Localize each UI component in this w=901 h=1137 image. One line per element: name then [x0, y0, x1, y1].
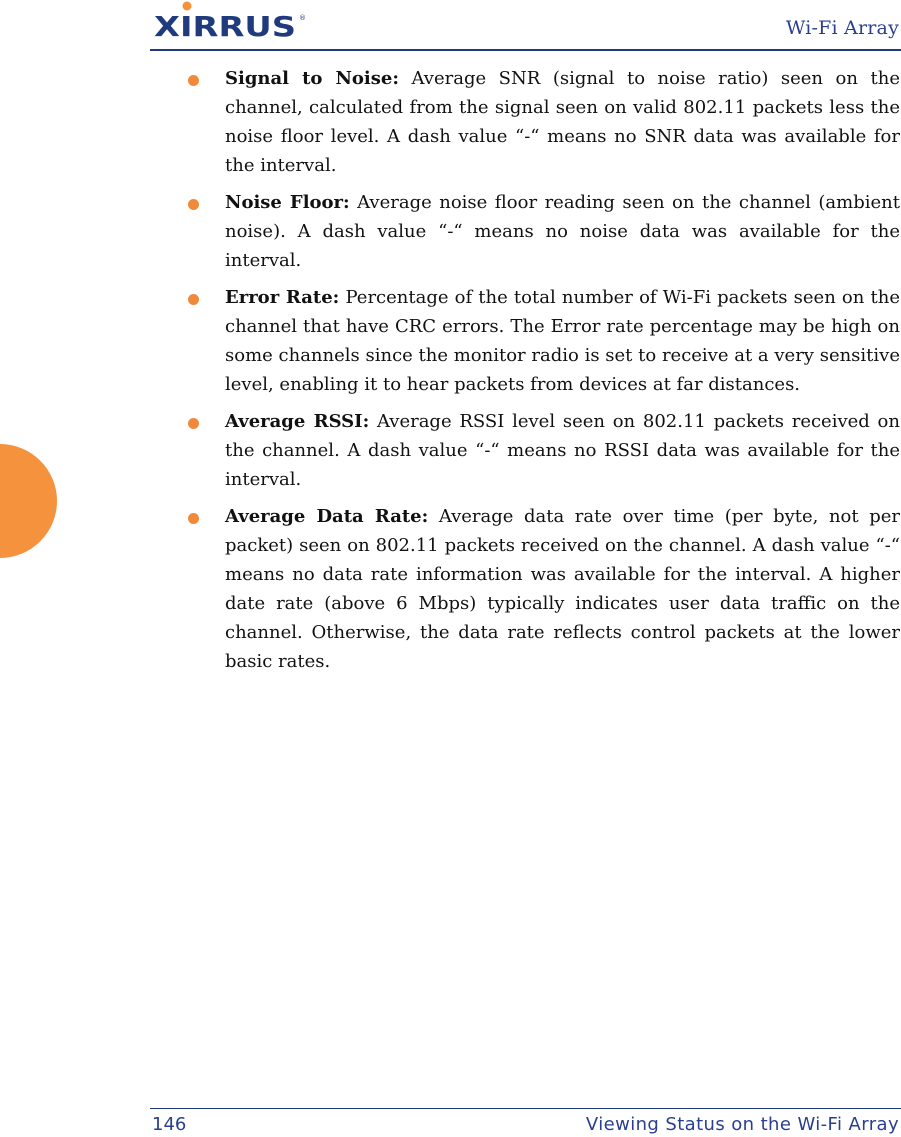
list-item-term: Error Rate: — [225, 287, 340, 308]
list-item-average-rssi — [188, 407, 900, 494]
list-item-description: Average data rate over time (per byte, not per packet) seen on 802.11 packets received on the channel. A dash value “-“ means no data rate information was available for the interval. A higher date rate (above 6 Mbps) typically indicates user data traffic on the channel. Otherwise, the data rate reflects control packets at the lower basic rates. — [225, 506, 900, 672]
list-item-average-data-rate — [188, 502, 900, 676]
list-item-description: Average noise floor reading seen on the channel (ambient noise). A dash value “-“ means no noise data was available for the interval. — [225, 192, 900, 271]
list-item-term: Noise Floor: — [225, 192, 350, 213]
list-item-text — [225, 502, 900, 676]
svg-text:XIRRUS: XIRRUS — [154, 10, 296, 42]
footer-section-title: Viewing Status on the Wi-Fi Array — [585, 1114, 899, 1135]
list-item-term: Average Data Rate: — [225, 506, 429, 527]
header-divider — [150, 49, 901, 51]
header-title: Wi-Fi Array — [785, 17, 899, 39]
list-item-description: Average RSSI level seen on 802.11 packets received on the channel. A dash value “-“ means no RSSI data was available for the interval. — [225, 411, 900, 490]
bullet-icon — [188, 513, 199, 524]
list-item-text — [225, 64, 900, 180]
bullet-icon — [188, 294, 199, 305]
list-item-text — [225, 407, 900, 494]
bullet-icon — [188, 199, 199, 210]
list-item-description: Average SNR (signal to noise ratio) seen on the channel, calculated from the signal seen on valid 802.11 packets less the noise floor level. A dash value “-“ means no SNR data was available for the interval. — [225, 68, 900, 176]
list-item-noise-floor — [188, 188, 900, 275]
definition-list — [188, 64, 900, 684]
list-item-error-rate — [188, 283, 900, 399]
list-item-text — [225, 283, 900, 399]
footer-divider — [150, 1108, 901, 1109]
bullet-icon — [188, 75, 199, 86]
side-tab-marker — [0, 444, 57, 558]
svg-text:®: ® — [299, 14, 306, 22]
list-item-signal-to-noise — [188, 64, 900, 180]
bullet-icon — [188, 418, 199, 429]
list-item-text — [225, 188, 900, 275]
xirrus-logo — [152, 0, 312, 42]
list-item-term: Signal to Noise: — [225, 68, 399, 89]
list-item-description: Percentage of the total number of Wi-Fi packets seen on the channel that have CRC errors. The Error rate percentage may be high on some channels since the monitor radio is set to receive at a very sensitive level, enabling it to hear packets from devices at far distances. — [225, 287, 900, 395]
list-item-term: Average RSSI: — [225, 411, 370, 432]
page-number: 146 — [152, 1114, 187, 1135]
